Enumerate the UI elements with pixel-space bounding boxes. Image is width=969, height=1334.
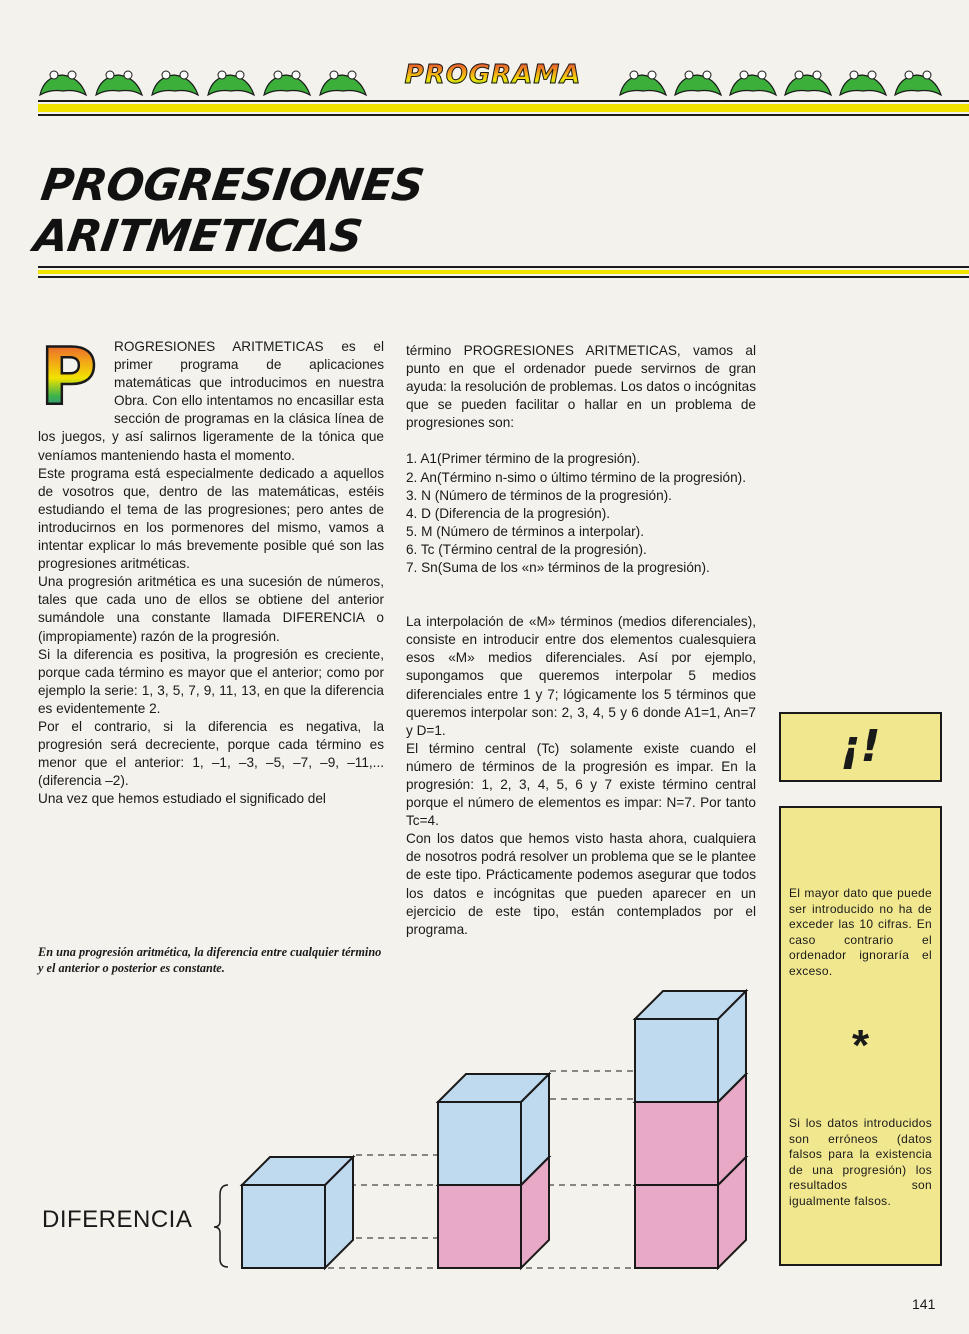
diferencia-label: DIFERENCIA bbox=[42, 1206, 193, 1233]
cube bbox=[242, 1157, 353, 1268]
svg-text:P: P bbox=[40, 338, 98, 412]
paragraph: Con los datos que hemos visto hasta ahora, cualquiera de nosotros podrá resolver un problema que se le plantee de este tipo. Prácticamente podemos asegurar que todos los datos e incógnitas que pueden aparecer en un ejercicio de este tipo, están contemplados por el programa. bbox=[406, 831, 756, 937]
frog-icon bbox=[320, 71, 366, 95]
frog-icons-left bbox=[40, 71, 366, 95]
frog-icon bbox=[208, 71, 254, 95]
header-rule-yellow bbox=[38, 104, 969, 112]
sidebar-note: El mayor dato que puede ser introducido no ha de exceder las 10 cifras. En caso contrario el ordenador ignoraría el exceso. bbox=[789, 886, 932, 978]
sidebar-notes-box bbox=[779, 806, 942, 1266]
frog-icons-right bbox=[620, 71, 941, 95]
sidebar-title-box bbox=[779, 712, 942, 782]
title-rule-top bbox=[38, 266, 969, 268]
paragraph: Por el contrario, si la diferencia es negativa, la progresión será decreciente, porque cada término es menor que el anterior: 1, –1, –3, –5, –7, –9, –11,... (diferencia –2). bbox=[38, 718, 384, 789]
sidebar-title: ¡! bbox=[840, 721, 881, 772]
brace-icon bbox=[214, 1185, 228, 1267]
cube-stacks-illustration bbox=[210, 985, 770, 1275]
frog-icon bbox=[152, 71, 198, 95]
list-item: 2. An(Término n-simo o último término de la progresión). bbox=[406, 469, 746, 485]
frog-icon bbox=[264, 71, 310, 95]
list-item: 1. A1(Primer término de la progresión). bbox=[406, 451, 641, 467]
paragraph: Este programa está especialmente dedicado a aquellos de vosotros que, dentro de las matemáticas, estéis estudiando el tema de las progresiones; pero antes de introducirnos en los pormenores del mismo, vamos a intentar explicar lo más brevemente posible qué son las progresiones aritméticas. bbox=[38, 465, 384, 572]
frog-icon bbox=[840, 71, 886, 95]
list-item: 3. N (Número de términos de la progresión). bbox=[406, 487, 672, 503]
article-column-right bbox=[406, 342, 756, 939]
list-item: 5. M (Número de términos a interpolar). bbox=[406, 523, 644, 539]
cube bbox=[635, 991, 746, 1102]
paragraph: ROGRESIONES ARITMETICAS es el primer programa de aplicaciones matemáticas que introducimos en nuestra Obra. Con ello intentamos no encasillar esta sección de programas en la clásica línea de los juegos, y así salirnos ligeramente de la tónica que veníamos manteniendo hasta el momento. bbox=[38, 339, 384, 463]
asterisk-separator: * bbox=[851, 1021, 870, 1070]
frog-icon bbox=[620, 71, 666, 95]
figure-caption: En una progresión aritmética, la diferencia entre cualquier término y el anterior o posterior es constante. bbox=[38, 945, 382, 975]
title-rule-bottom bbox=[38, 276, 969, 278]
data-list bbox=[406, 450, 756, 577]
frog-icon bbox=[895, 71, 941, 95]
frog-icon bbox=[96, 71, 142, 95]
frog-icon bbox=[785, 71, 831, 95]
article-column-left bbox=[38, 338, 384, 808]
page-number: 141 bbox=[912, 1296, 936, 1312]
list-item: 4. D (Diferencia de la progresión). bbox=[406, 505, 610, 521]
paragraph: Si la diferencia es positiva, la progresión es creciente, porque cada término es mayor que el anterior; como por ejemplo la serie: 1, 3, 5, 7, 9, 11, 13, en que la diferencia es evidentemente 2. bbox=[38, 646, 384, 716]
paragraph: Una progresión aritmética es una sucesión de números, tales que cada uno de ellos se obtiene del anterior sumándole una constante llamada DIFERENCIA o (impropiamente) razón de la progresión. bbox=[38, 574, 384, 644]
cubes bbox=[242, 991, 746, 1268]
paragraph: término PROGRESIONES ARITMETICAS, vamos al punto en que el ordenador puede servirnos de gran ayuda: la resolución de problemas. Los datos o incógnitas que se pueden facilitar o hallar en un problema de progresiones son: bbox=[406, 343, 756, 431]
page-title: PROGRESIONES ARITMETICAS bbox=[30, 160, 427, 262]
frog-icon bbox=[40, 71, 86, 95]
frog-icon bbox=[730, 71, 776, 95]
drop-cap-letter bbox=[38, 338, 102, 412]
header-rule-top bbox=[38, 100, 969, 102]
frog-icon bbox=[675, 71, 721, 95]
title-rule-yellow bbox=[38, 270, 969, 274]
cube bbox=[438, 1074, 549, 1185]
paragraph: La interpolación de «M» términos (medios diferenciales), consiste en introducir entre dos elementos cualesquiera esos «M» medios diferenciales. Así por ejemplo, supongamos que queremos interpolar 5 medios diferenciales entre 1 y 7; lógicamente los 5 términos que queremos interpolar son: 2, 3, 4, 5 y 6 donde A1=1, An=7 y D=1. bbox=[406, 614, 756, 738]
sidebar-note: Si los datos introducidos son erróneos (datos falsos para la existencia de una progresión) los resultados son igualmente falsos. bbox=[789, 1116, 932, 1208]
paragraph: El término central (Tc) solamente existe cuando el número de términos de la progresión es impar. En la progresión: 1, 2, 3, 4, 5, 6 y 7 existe término central porque el número de elementos es impar: N=7. Por tanto Tc=4. bbox=[406, 740, 756, 829]
list-item: 6. Tc (Término central de la progresión). bbox=[406, 541, 647, 557]
paragraph: Una vez que hemos estudiado el significado del bbox=[38, 791, 326, 807]
list-item: 7. Sn(Suma de los «n» términos de la progresión). bbox=[406, 560, 710, 576]
header-rule-bottom bbox=[38, 114, 969, 116]
section-label: PROGRAMA bbox=[398, 60, 588, 100]
